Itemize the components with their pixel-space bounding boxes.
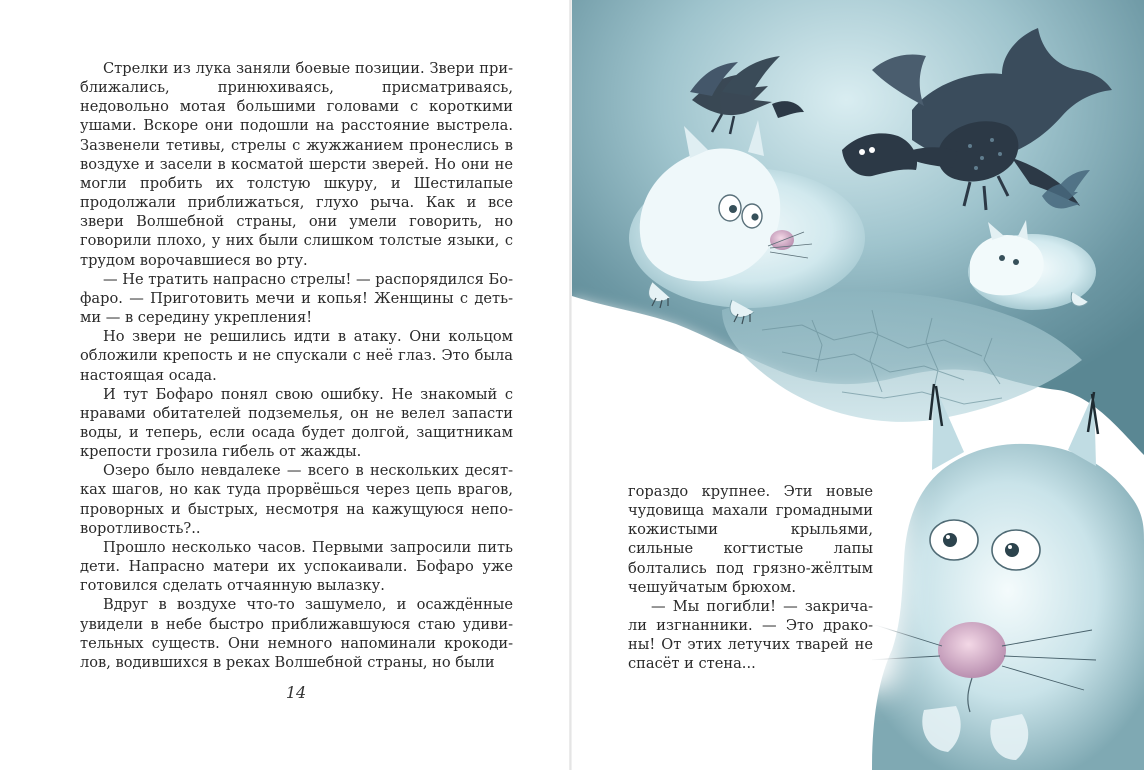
paragraph: Вдруг в воздухе что-то зашумело, и осаждённые увидели в небе быстро приближавшуюся стаю удивительных существ. Они немного напоминали крокодилов, водившихся в реках Волшебной страны, но были — [80, 596, 513, 671]
right-page — [572, 0, 1144, 770]
paragraph: Стрелки из лука заняли боевые позиции. Звери приближались, принюхиваясь, присматриваясь, недовольно мотая большими головами с короткими ушами. Вскоре они подошли на расстояние выстрела. Зазвенели тетивы, стрелы с жужжанием пронеслись в воздухе и засели в косматой шерсти зверей. Но они не могли пробить их толстую шкуру, и Шестилапые продолжали приближаться, глухо рыча. Как и все звери Волшебной страны, они умели говорить, но говорили плохо, у них были слишком толстые языки, с трудом ворочавшиеся во рту. — [80, 60, 513, 269]
paragraph: Озеро было невдалеке — всего в нескольких десятках шагов, но как туда прорвёшься через цепь врагов, проворных и быстрых, несмотря на кажущуюся неповоротливость?.. — [80, 462, 513, 537]
paragraph: — Не тратить напрасно стрелы! — распорядился Бофаро. — Приготовить мечи и копья! Женщины с детьми — в середину укрепления! — [80, 270, 513, 327]
left-page — [0, 0, 569, 770]
paragraph: Прошло несколько часов. Первыми запросили пить дети. Напрасно матери их успокаивали. Бофаро уже готовился сделать отчаянную вылазку. — [80, 538, 513, 595]
paragraph: Но звери не решились идти в атаку. Они кольцом обложили крепость и не спускали с неё глаз. Это была настоящая осада. — [80, 328, 513, 384]
left-page-text — [80, 59, 513, 672]
beast-big — [868, 384, 1144, 770]
right-page-text — [628, 482, 873, 674]
paragraph: — Мы погибли! — закричали изгнанники. — Это драконы! От этих летучих тварей не спасёт и стена... — [628, 597, 873, 673]
paragraph: И тут Бофаро понял свою ошибку. Не знакомый с нравами обитателей подземелья, он не велел запасти воды, и теперь, если осада будет долгой, защитникам крепости грозила гибель от жажды. — [80, 385, 513, 461]
paragraph: гораздо крупнее. Эти новые чудовища махали громадными кожистыми крыльями, сильные когтистые лапы болтались под грязно-жёлтым чешуйчатым брюхом. — [628, 483, 873, 596]
page-number: 14 — [285, 683, 307, 702]
